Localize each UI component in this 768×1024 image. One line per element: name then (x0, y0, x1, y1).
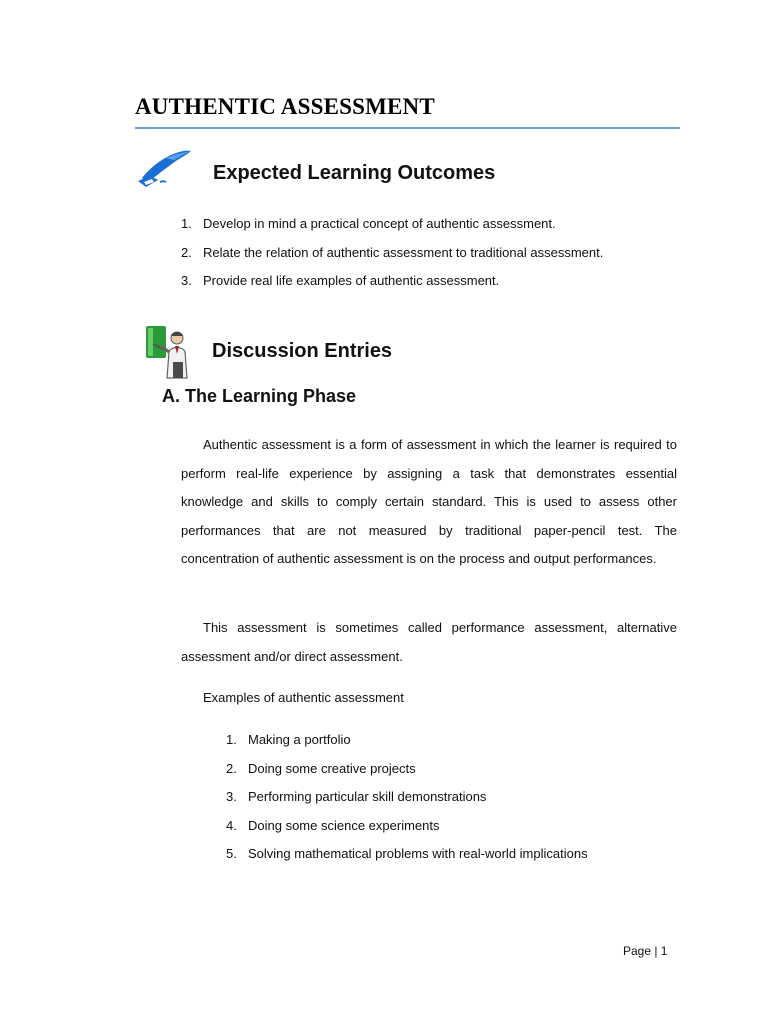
outcomes-heading: Expected Learning Outcomes (213, 162, 496, 184)
paragraph-alternative-names (181, 614, 677, 671)
discussion-heading: Discussion Entries (212, 340, 393, 362)
list-item-number: 1. (181, 216, 192, 231)
paragraph-text: This assessment is sometimes called performance assessment, alternative assessment and/or direct assessment. (181, 620, 677, 664)
list-item (226, 812, 676, 841)
outcomes-list (181, 210, 681, 296)
list-item (181, 210, 681, 239)
paragraph-text: Authentic assessment is a form of assessment in which the learner is required to perform real-life experience by assigning a task that demonstrates essential knowledge and skills to comply certain standard. This is used to assess other performances that are not measured by traditional paper-pencil test. The concentration of authentic assessment is on the process and output performances. (181, 437, 677, 566)
title-divider (135, 127, 680, 129)
list-item-text: Making a portfolio (248, 732, 351, 747)
list-item-text: Doing some science experiments (248, 817, 440, 833)
paragraph-definition (181, 431, 677, 574)
list-item-text: Develop in mind a practical concept of authentic assessment. (203, 216, 556, 231)
list-item (181, 267, 681, 296)
list-item-number: 3. (226, 789, 237, 804)
list-item (226, 726, 676, 755)
examples-intro-text: Examples of authentic assessment (203, 690, 404, 705)
list-item-number: 3. (181, 273, 192, 288)
page-number: Page | 1 (623, 944, 668, 958)
list-item-number: 4. (226, 817, 237, 833)
examples-list (226, 726, 676, 869)
list-item (226, 840, 676, 869)
document-title: AUTHENTIC ASSESSMENT (135, 94, 435, 119)
list-item-text: Solving mathematical problems with real-world implications (248, 846, 588, 861)
list-item-number: 2. (226, 760, 237, 776)
quill-pen-icon (136, 148, 194, 190)
examples-intro (203, 684, 404, 713)
list-item-text: Relate the relation of authentic assessment to traditional assessment. (203, 244, 604, 260)
list-item-number: 2. (181, 244, 192, 260)
list-item (181, 239, 681, 268)
list-item-text: Provide real life examples of authentic assessment. (203, 273, 500, 288)
list-item (226, 783, 676, 812)
list-item-text: Performing particular skill demonstrations (248, 789, 487, 804)
presenter-with-board-icon (143, 324, 193, 380)
learning-phase-heading: A. The Learning Phase (162, 386, 357, 406)
list-item-number: 5. (226, 846, 237, 861)
list-item-number: 1. (226, 732, 237, 747)
list-item-text: Doing some creative projects (248, 760, 416, 776)
list-item (226, 755, 676, 784)
